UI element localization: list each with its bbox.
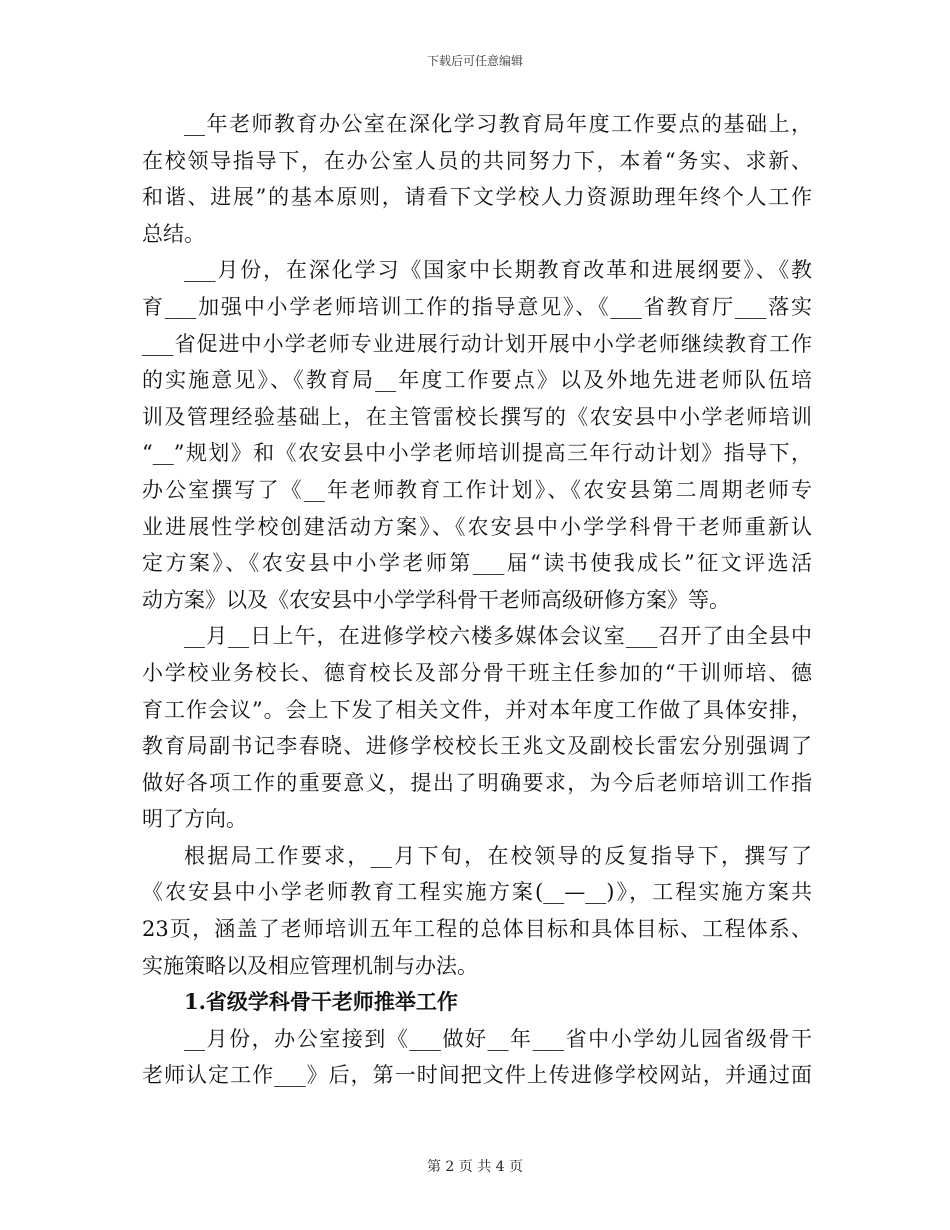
text-line: 根据局工作要求，__月下旬，在校领导的反复指导下，撰写了 (184, 843, 812, 868)
text-line: 育工作会议”。会上下发了相关文件，并对本年度工作做了具体安排， (142, 697, 812, 722)
text-line: 训及管理经验基础上，在主管雷校长撰写的《农安县中小学老师培训 (142, 404, 812, 429)
text-line: 定方案》、《农安县中小学老师第___届“读书使我成长”征文评选活 (142, 551, 812, 576)
text-line: 实施策略以及相应管理机制与办法。 (142, 953, 478, 978)
text-line: __月份，办公室接到《___做好__年___省中小学幼儿园省级骨干 (184, 1026, 812, 1051)
text-line: 23页，涵盖了老师培训五年工程的总体目标和具体目标、工程体系、 (142, 917, 812, 942)
text-line: 明了方向。 (142, 807, 247, 832)
text-line: __年老师教育办公室在深化学习教育局年度工作要点的基础上， (184, 112, 812, 136)
text-line: ___月份，在深化学习《国家中长期教育改革和进展纲要》、《教 (184, 258, 812, 283)
text-line: “__”规划》和《农安县中小学老师培训提高三年行动计划》指导下， (142, 441, 812, 466)
page-header: 下载后可任意编辑 (426, 54, 523, 68)
text-line: 教育局副书记李春晓、进修学校校长王兆文及副校长雷宏分别强调了 (142, 734, 812, 759)
text-line: __月__日上午，在进修学校六楼多媒体会议室___召开了由全县中 (184, 624, 812, 649)
text-line: 业进展性学校创建活动方案》、《农安县中小学学科骨干老师重新认 (142, 514, 812, 539)
page-footer: 第 2 页 共 4 页 (426, 1159, 524, 1175)
text-line: 老师认定工作___》后，第一时间把文件上传进修学校网站，并通过面 (142, 1063, 812, 1088)
text-line: 办公室撰写了《__年老师教育工作计划》、《农安县第二周期老师专 (142, 477, 812, 502)
text-line: ___省促进中小学老师专业进展行动计划开展中小学老师继续教育工作 (142, 331, 812, 356)
text-line: 《农安县中小学老师教育工程实施方案(__—__)》，工程实施方案共 (142, 880, 812, 905)
text-line: 育___加强中小学老师培训工作的指导意见》、《___省教育厅___落实 (142, 294, 812, 319)
document-body (142, 106, 812, 1094)
text-line: 做好各项工作的重要意义，提出了明确要求，为今后老师培训工作指 (142, 770, 812, 795)
text-line: 和谐、进展”的基本原则，请看下文学校人力资源助理年终个人工作 (142, 185, 812, 210)
section-heading: 1.省级学科骨干老师推举工作 (184, 989, 458, 1015)
text-line: 的实施意见》、《教育局__年度工作要点》以及外地先进老师队伍培 (142, 368, 812, 393)
text-line: 小学校业务校长、德育校长及部分骨干班主任参加的“干训师培、德 (142, 660, 812, 685)
text-line: 总结。 (142, 221, 205, 246)
text-line: 在校领导指导下，在办公室人员的共同努力下，本着“务实、求新、 (142, 148, 812, 173)
text-line: 动方案》以及《农安县中小学学科骨干老师高级研修方案》等。 (142, 587, 730, 612)
